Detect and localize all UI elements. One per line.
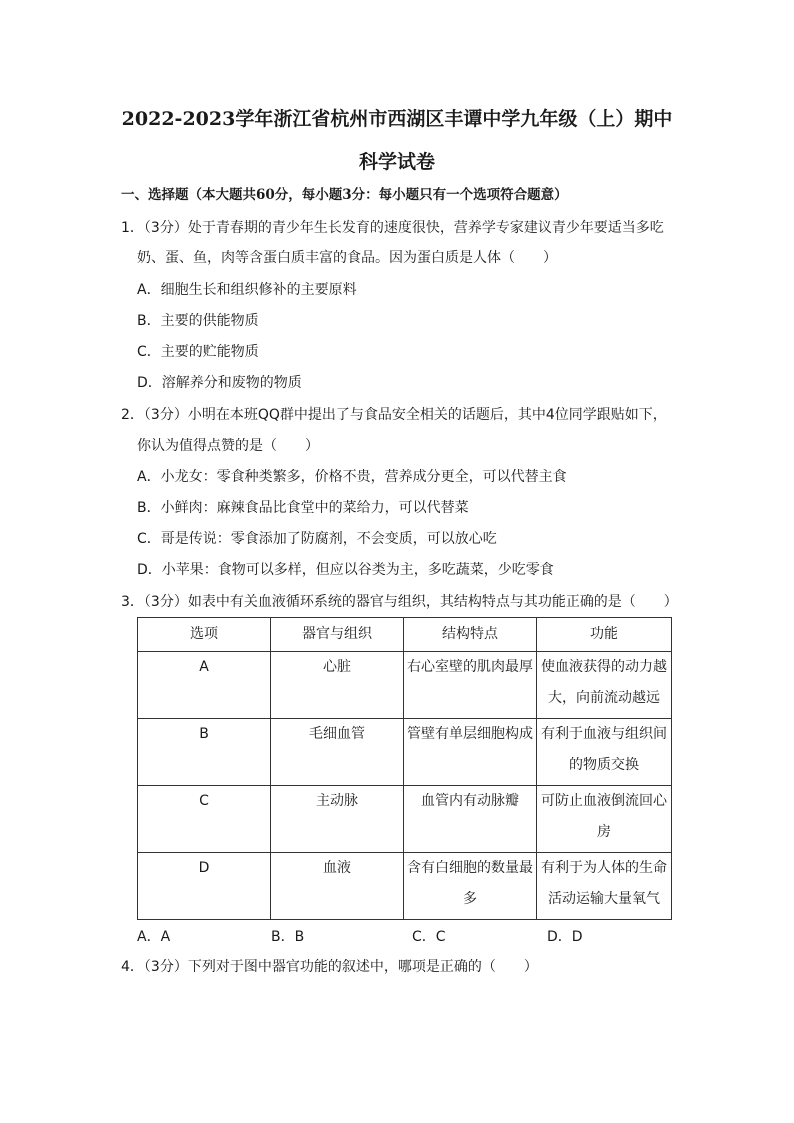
q3-stem: 3．（3分）如表中有关血液循环系统的器官与组织，其结构特点与其功能正确的是（ ）	[121, 594, 678, 610]
table-cell: 管壁有单层细胞构成	[404, 719, 537, 786]
q2-stem-line2: 你认为值得点赞的是（ ）	[137, 438, 319, 454]
exam-subtitle: 科学试卷	[358, 151, 435, 173]
table-row	[138, 853, 672, 920]
table-cell: B	[138, 719, 271, 786]
table-header-cell: 器官与组织	[271, 618, 404, 652]
table-cell: 使血液获得的动力越大，向前流动越远	[537, 652, 672, 719]
table-cell: D	[138, 853, 271, 920]
table-cell: 心脏	[271, 652, 404, 719]
table-header-cell: 选项	[138, 618, 271, 652]
table-cell: 主动脉	[271, 786, 404, 853]
q2-option-b: B．小鲜肉：麻辣食品比食堂中的菜给力，可以代替菜	[137, 500, 469, 516]
table-row	[138, 652, 672, 719]
q2-option-c: C．哥是传说：零食添加了防腐剂，不会变质，可以放心吃	[137, 531, 497, 547]
table-header-cell: 功能	[537, 618, 672, 652]
table-header-row	[138, 618, 672, 652]
table-cell: 血管内有动脉瓣	[404, 786, 537, 853]
q4-stem: 4．（3分）下列对于图中器官功能的叙述中，哪项是正确的（ ）	[121, 959, 538, 975]
q1-option-c: C．主要的贮能物质	[137, 344, 259, 360]
q3-answer-c: C．C	[412, 929, 446, 945]
q3-answer-d: D．D	[547, 929, 583, 945]
section-heading: 一、选择题（本大题共60分，每小题3分：每小题只有一个选项符合题意）	[121, 187, 568, 203]
table-cell: 含有白细胞的数量最多	[404, 853, 537, 920]
table-header-cell: 结构特点	[404, 618, 537, 652]
table-row	[138, 786, 672, 853]
table-cell: 毛细血管	[271, 719, 404, 786]
q1-stem-line2: 奶、蛋、鱼，肉等含蛋白质丰富的食品。因为蛋白质是人体（ ）	[137, 250, 557, 266]
table-cell: 有利于为人体的生命活动运输大量氧气	[537, 853, 672, 920]
table-cell: A	[138, 652, 271, 719]
q2-option-a: A．小龙女：零食种类繁多，价格不贵，营养成分更全，可以代替主食	[137, 469, 567, 485]
q3-table	[137, 617, 672, 920]
q2-option-d: D．小苹果：食物可以多样，但应以谷类为主，多吃蔬菜，少吃零食	[137, 562, 554, 578]
q3-answer-b: B．B	[271, 929, 305, 945]
table-cell: 右心室壁的肌肉最厚	[404, 652, 537, 719]
q1-option-b: B．主要的供能物质	[137, 313, 259, 329]
exam-title: 2022-2023学年浙江省杭州市西湖区丰谭中学九年级（上）期中	[121, 108, 673, 130]
q1-option-a: A．细胞生长和组织修补的主要原料	[137, 282, 357, 298]
table-cell: C	[138, 786, 271, 853]
q2-stem-line1: 2．（3分）小明在本班QQ群中提出了与食品安全相关的话题后，其中4位同学跟贴如下，	[121, 407, 667, 423]
q1-option-d: D．溶解养分和废物的物质	[137, 375, 302, 391]
table-cell: 可防止血液倒流回心房	[537, 786, 672, 853]
q1-stem-line1: 1．（3分）处于青春期的青少年生长发育的速度很快，营养学专家建议青少年要适当多吃	[121, 220, 664, 236]
table-row	[138, 719, 672, 786]
table-cell: 有利于血液与组织间的物质交换	[537, 719, 672, 786]
q3-answer-a: A．A	[137, 929, 171, 945]
table-cell: 血液	[271, 853, 404, 920]
